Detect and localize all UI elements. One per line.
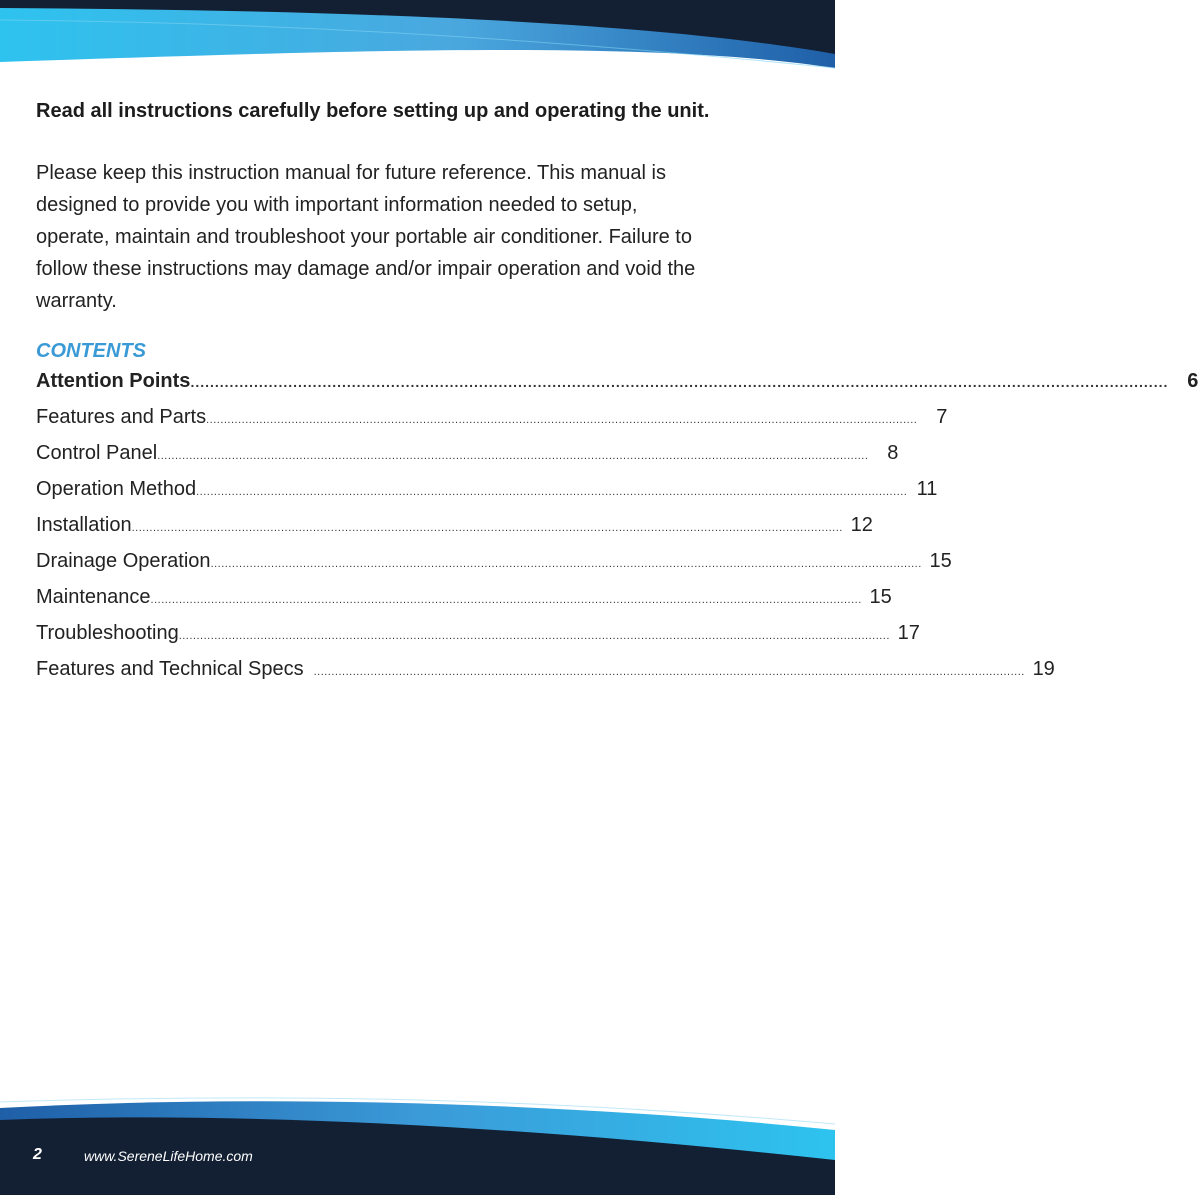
toc-entry-label: Installation <box>36 514 132 536</box>
toc-entry[interactable] <box>36 586 892 622</box>
table-of-contents <box>36 370 1198 694</box>
toc-leader-dots: ........................................................................................................................................................................................................ <box>196 486 908 498</box>
toc-entry-label: Drainage Operation <box>36 550 211 572</box>
footer-page-number: 2 <box>33 1146 42 1163</box>
toc-entry-page: 6 <box>1187 370 1198 392</box>
toc-entry[interactable] <box>36 550 952 586</box>
toc-entry-page: 19 <box>1032 658 1055 680</box>
toc-entry[interactable] <box>36 406 948 442</box>
toc-entry[interactable] <box>36 622 920 658</box>
toc-entry-page: 15 <box>869 586 892 608</box>
toc-leader-dots: ........................................................................................................................................................................................................ <box>313 666 1025 678</box>
intro-paragraph-line: warranty. <box>36 290 117 312</box>
toc-entry-label: Troubleshooting <box>36 622 179 644</box>
toc-leader-dots: ........................................................................................................................................................................................................ <box>131 522 843 534</box>
intro-paragraph <box>36 157 806 317</box>
toc-entry-label: Features and Technical Specs <box>36 658 304 680</box>
toc-entry-page: 7 <box>936 406 948 428</box>
toc-entry-label: Features and Parts <box>36 406 207 428</box>
intro-bold-line: Read all instructions carefully before setting up and operating the unit. <box>36 100 710 122</box>
toc-leader-dots: ........................................................................................................................................................................................................ <box>190 374 1169 390</box>
toc-entry-label: Control Panel <box>36 442 158 464</box>
toc-leader-dots: ........................................................................................................................................................................................................ <box>210 558 922 570</box>
toc-entry[interactable] <box>36 478 938 514</box>
contents-title: CONTENTS <box>36 340 146 362</box>
toc-leader-dots: ........................................................................................................................................................................................................ <box>150 594 862 606</box>
header-band <box>0 0 835 80</box>
footer-band <box>0 1090 835 1195</box>
intro-paragraph-line: Please keep this instruction manual for future reference. This manual is <box>36 162 666 184</box>
toc-entry-label: Maintenance <box>36 586 151 608</box>
toc-entry[interactable] <box>36 370 1198 406</box>
toc-entry-page: 12 <box>850 514 873 536</box>
toc-entry[interactable] <box>36 658 1055 694</box>
toc-leader-dots: ........................................................................................................................................................................................................ <box>178 630 890 642</box>
intro-paragraph-line: operate, maintain and troubleshoot your portable air conditioner. Failure to <box>36 226 692 248</box>
toc-leader-dots: ........................................................................................................................................................................................................ <box>157 450 869 462</box>
toc-entry-label: Operation Method <box>36 478 197 500</box>
toc-entry-page: 8 <box>887 442 899 464</box>
toc-entry-page: 11 <box>916 478 938 500</box>
toc-entry[interactable] <box>36 442 899 478</box>
footer-url-link[interactable]: www.SereneLifeHome.com <box>84 1148 253 1164</box>
toc-entry-page: 15 <box>929 550 952 572</box>
toc-entry[interactable] <box>36 514 873 550</box>
toc-entry-label: Attention Points <box>36 370 191 392</box>
intro-paragraph-line: follow these instructions may damage and/or impair operation and void the <box>36 258 696 280</box>
intro-paragraph-line: designed to provide you with important information needed to setup, <box>36 194 638 216</box>
toc-entry-page: 17 <box>897 622 920 644</box>
toc-leader-dots: ........................................................................................................................................................................................................ <box>206 414 918 426</box>
